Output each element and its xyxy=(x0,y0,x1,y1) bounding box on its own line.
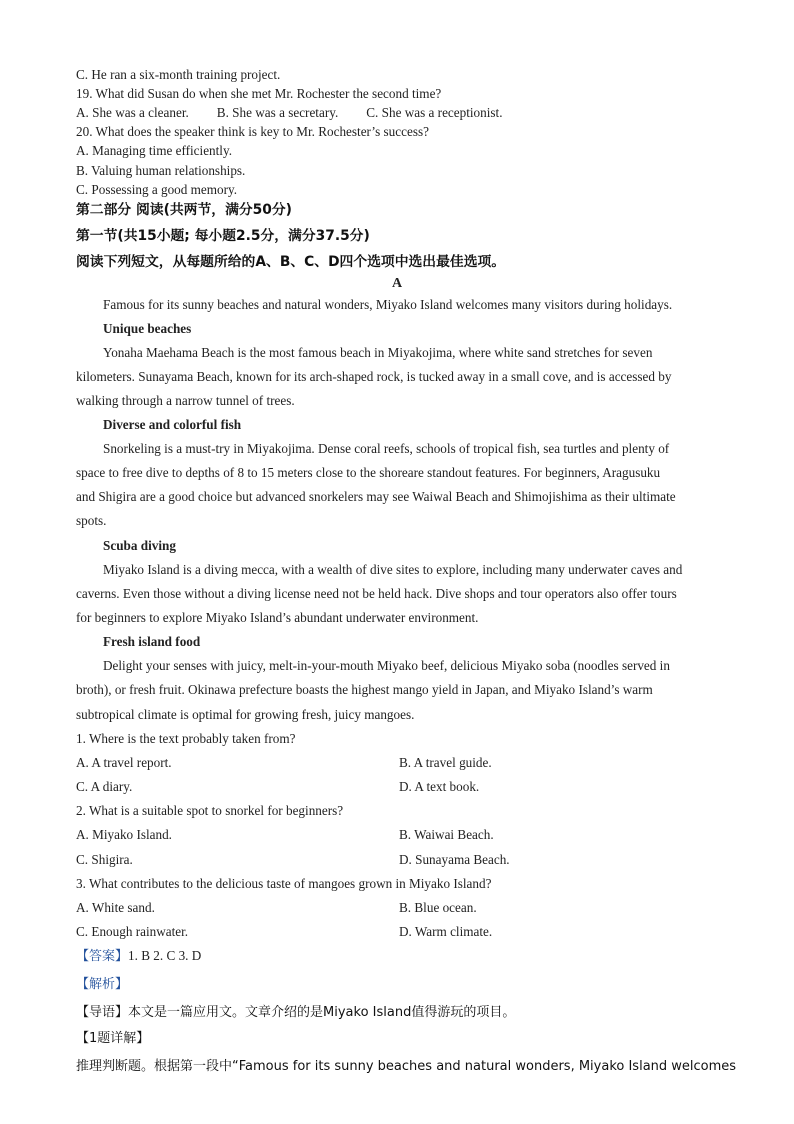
paragraph-line: Delight your senses with juicy, melt-in-your-mouth Miyako beef, delicious Miyako soba (noodles served in xyxy=(103,658,670,673)
option-d: D. Warm climate. xyxy=(399,924,493,939)
option-d: D. Sunayama Beach. xyxy=(399,852,510,867)
question-stem: 2. What is a suitable spot to snorkel for beginners? xyxy=(76,803,344,818)
section-subtitle: 第一节(共15小题; 每小题2.5分，满分37.5分) xyxy=(76,228,370,244)
paragraph-line: caverns. Even those without a diving license need not be held hack. Dive shops and tour operators also offer tours xyxy=(76,586,677,601)
option-a: A. White sand. xyxy=(76,900,155,915)
answer-text: 1. B 2. C 3. D xyxy=(128,948,202,963)
paragraph-line: Yonaha Maehama Beach is the most famous beach in Miyakojima, where white sand stretches for seven xyxy=(103,345,653,360)
paragraph-line: and Shigira are a good choice but advanced snorkelers may see Waiwal Beach and Shimojishima as their ultimate xyxy=(76,489,676,504)
option-c: C. Shigira. xyxy=(76,852,133,867)
paragraph-line: kilometers. Sunayama Beach, known for its arch-shaped rock, is tucked away in a small cove, and is accessed by xyxy=(76,369,672,384)
paragraph-line: subtropical climate is optimal for growing fresh, juicy mangoes. xyxy=(76,707,415,722)
paragraph-line: space to free dive to depths of 8 to 15 meters close to the shoreare standout features. For beginners, Aragusuku xyxy=(76,465,661,480)
detail-tag: 【1题详解】 xyxy=(76,1031,150,1046)
q19-option-b: B. She was a secretary. xyxy=(216,105,339,120)
heading-unique-beaches: Unique beaches xyxy=(103,321,192,336)
paragraph-line: for beginners to explore Miyako Island’s abundant underwater environment. xyxy=(76,610,479,625)
option-a: A. Miyako Island. xyxy=(76,827,172,842)
paragraph-line: Miyako Island is a diving mecca, with a wealth of dive sites to explore, including many underwater caves and xyxy=(103,562,683,577)
answer-line xyxy=(76,947,201,966)
option-c: C. Enough rainwater. xyxy=(76,924,189,939)
q18-option-c: C. He ran a six-month training project. xyxy=(76,67,281,82)
q20-stem: 20. What does the speaker think is key to Mr. Rochester’s success? xyxy=(76,124,429,139)
analysis-tag: 【解析】 xyxy=(76,977,129,992)
heading-scuba-diving: Scuba diving xyxy=(103,538,176,553)
guide-text: 本文是一篇应用文。文章介绍的是Miyako Island值得游玩的项目。 xyxy=(128,1005,516,1020)
guide-line xyxy=(76,1003,515,1022)
question-stem: 1. Where is the text probably taken from? xyxy=(76,731,296,746)
paragraph-line: broth), or fresh fruit. Okinawa prefecture boasts the highest mango yield in Japan, and Miyako Island’s warm xyxy=(76,682,653,697)
detail-text: 推理判断题。根据第一段中“Famous for its sunny beaches and natural wonders, Miyako Island welcomes xyxy=(76,1059,737,1074)
section-instruction: 阅读下列短文，从每题所给的A、B、C、D四个选项中选出最佳选项。 xyxy=(76,254,506,270)
paragraph-line: Snorkeling is a must-try in Miyakojima. Dense coral reefs, schools of tropical fish, sea turtles and plenty of xyxy=(103,441,670,456)
option-c: C. A diary. xyxy=(76,779,133,794)
guide-tag: 【导语】 xyxy=(76,1005,129,1020)
q19-options xyxy=(76,104,503,122)
option-b: B. Waiwai Beach. xyxy=(399,827,494,842)
option-d: D. A text book. xyxy=(399,779,480,794)
question-stem: 3. What contributes to the delicious taste of mangoes grown in Miyako Island? xyxy=(76,876,492,891)
q19-option-a: A. She was a cleaner. xyxy=(76,105,189,120)
q20-option-c: C. Possessing a good memory. xyxy=(76,182,238,197)
part-title: 第二部分 阅读(共两节，满分50分) xyxy=(76,202,292,218)
q19-stem: 19. What did Susan do when she met Mr. Rochester the second time? xyxy=(76,86,442,101)
q20-option-a: A. Managing time efficiently. xyxy=(76,143,233,158)
q20-option-b: B. Valuing human relationships. xyxy=(76,163,246,178)
heading-island-food: Fresh island food xyxy=(103,634,201,649)
paragraph-line: spots. xyxy=(76,513,107,528)
passage-intro: Famous for its sunny beaches and natural wonders, Miyako Island welcomes many visitors during holidays. xyxy=(103,297,673,312)
option-b: B. A travel guide. xyxy=(399,755,492,770)
answer-tag: 【答案】 xyxy=(76,949,129,964)
paragraph-line: walking through a narrow tunnel of trees. xyxy=(76,393,295,408)
heading-diverse-fish: Diverse and colorful fish xyxy=(103,417,242,432)
option-b: B. Blue ocean. xyxy=(399,900,477,915)
option-a: A. A travel report. xyxy=(76,755,172,770)
passage-label: A xyxy=(391,276,403,291)
q19-option-c: C. She was a receptionist. xyxy=(366,105,503,120)
